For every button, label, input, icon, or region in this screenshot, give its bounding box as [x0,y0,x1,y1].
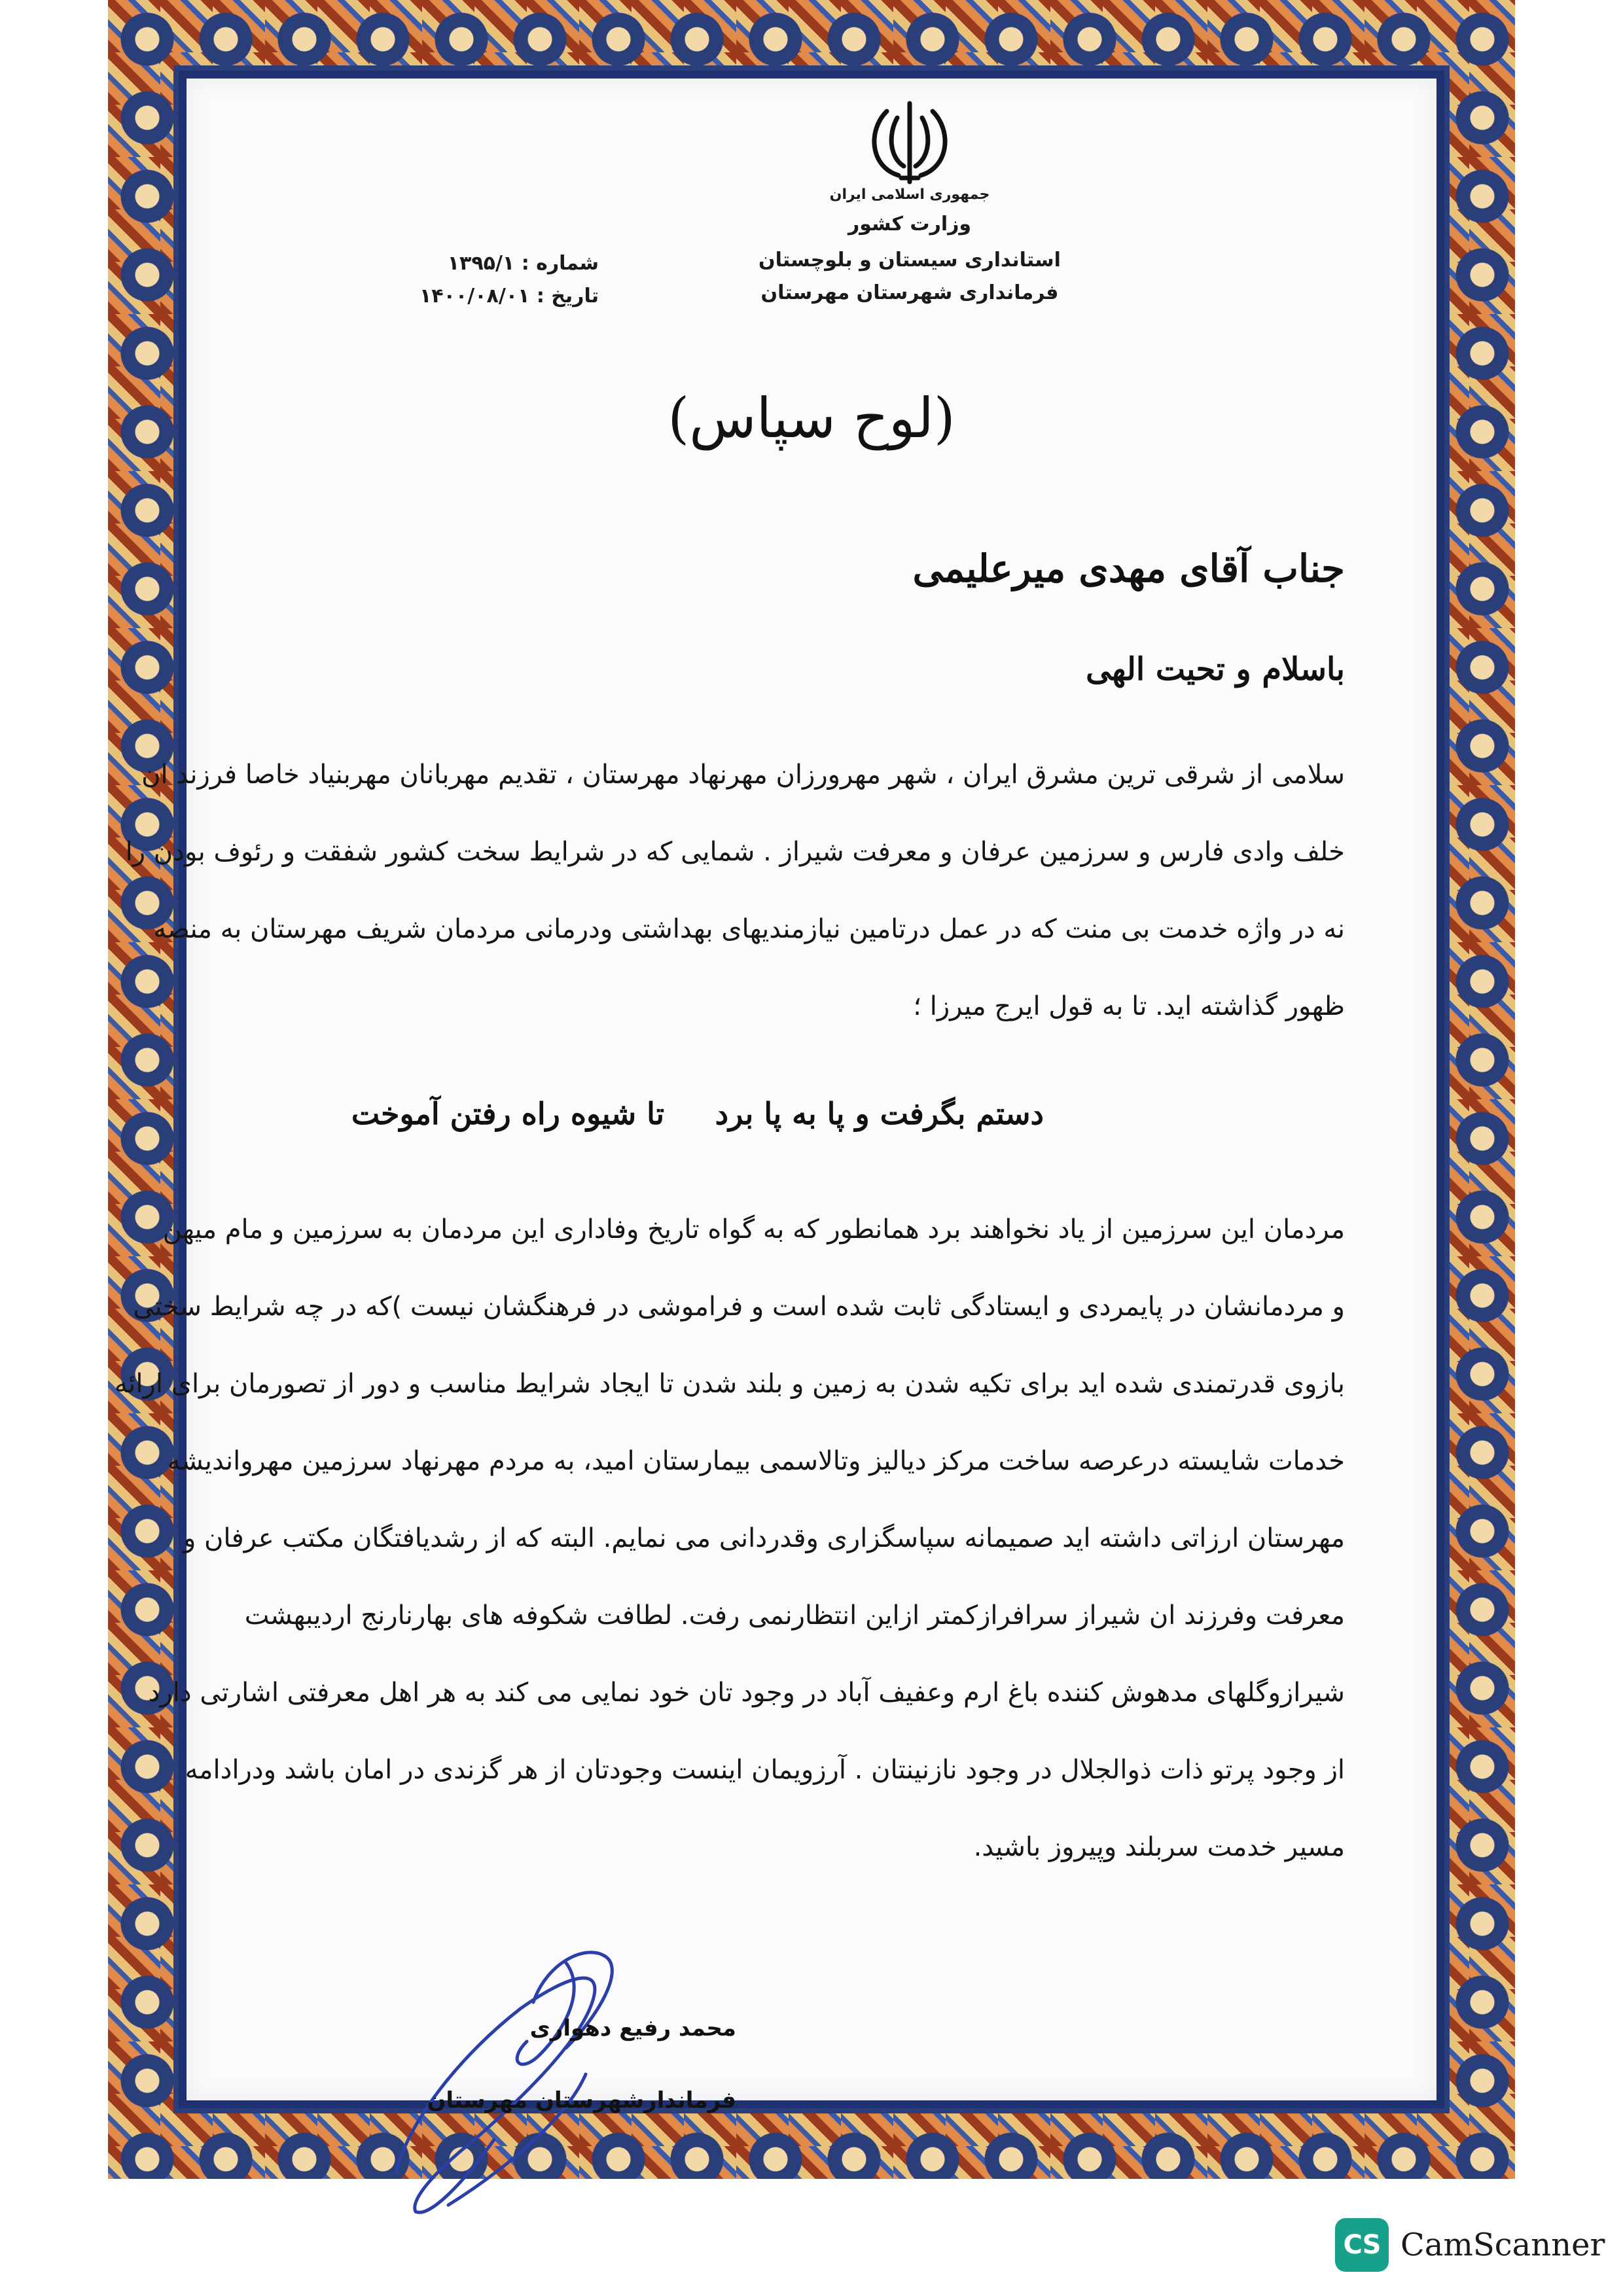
body-paragraph-2 [114,1191,1345,1886]
text-line: شیرازوگلهای مدهوش کننده باغ ارم وعفیف آباد در وجود تان خود نمایی می کند به هر اهل معرفتی اشارتی دارد [148,1678,1345,1708]
body-paragraph-1 [125,736,1345,1045]
signer-title: فرماندارشهرستان مهرستان [427,2087,736,2113]
camscanner-name: CamScanner [1400,2227,1605,2263]
decorative-frame [108,0,1515,2179]
county-name: فرمانداری شهرستان مهرستان [760,281,1059,304]
text-line: معرفت وفرزند ان شیراز سرافرازکمتر ازاین انتظارنمی رفت. لطافت شکوفه های بهارنارنج اردیبهشت [244,1600,1345,1631]
text-line: از وجود پرتو ذات ذوالجلال در وجود نازنینتان . آرزویمان اینست وجودتان از هر گزندی در امان باشد ودرادامه [185,1755,1345,1785]
certificate-paper [114,79,1436,2113]
iran-emblem-icon [861,98,959,190]
text-line: ظهور گذاشته اید. تا به قول ایرج میرزا ؛ [913,991,1345,1021]
ministry-name: وزارت کشور [847,213,972,236]
number-label: شماره : [521,252,599,275]
text-line: نه در واژه خدمت بی منت که در عمل درتامین نیازمندیهای بهداشتی ودرمانی مردمان شریف مهرستان به منصه [153,914,1345,944]
republic-name: جمهوری اسلامی ایران [829,186,990,203]
camscanner-badge [1335,2218,1605,2272]
text-line: بازوی قدرتمندی شده اید برای تکیه شدن به زمین و بلند شدن تا ایجاد شرایط مناسب و دور از تصورمان برای ارائه [114,1369,1345,1399]
text-line: مهرستان ارزاتی داشته اید صمیمانه سپاسگزاری وقدردانی می نمایم. البته که از رشدیافتگان مکتب عرفان و [183,1523,1345,1553]
date-value: ۱۴۰۰/۰۸/۰۱ [419,285,530,308]
certificate-title: (لوح سپاس) [668,386,955,450]
recipient-name: جناب آقای مهدی میرعلیمی [912,546,1345,591]
poem-hemistich-2: تا شیوه راه رفتن آموخت [351,1096,664,1131]
letter-date [419,285,599,308]
text-line: سلامی از شرقی ترین مشرق ایران ، شهر مهرورزان مهرنهاد مهرستان ، تقدیم مهربانان مهربنیاد خاصا فرزند ان [141,760,1345,790]
handwritten-signature [370,1924,736,2225]
province-name: استانداری سیستان و بلوچستان [758,249,1061,272]
camscanner-logo-icon: CS [1335,2218,1389,2272]
greeting: باسلام و تحیت الهی [1086,651,1345,688]
signer-name: محمد رفیع دهواری [529,2015,736,2041]
poem-hemistich-1: دستم بگرفت و پا به پا برد [715,1096,1044,1131]
letter-number [448,252,599,275]
text-line: مسیر خدمت سربلند وپیروز باشید. [973,1832,1345,1862]
text-line: خدمات شایسته درعرصه ساخت مرکز دیالیز وتالاسمی بیمارستان امید، به مردم مهرنهاد سرزمین مهرواندیشه [167,1446,1345,1476]
date-label: تاریخ : [536,285,599,308]
text-line: مردمان این سرزمین از یاد نخواهند برد همانطور که به گواه تاریخ وفاداری این مردمان به سرزمین و مام میهن [162,1214,1345,1245]
text-line: و مردمانشان در پایمردی و ایستادگی ثابت شده است و فراموشی در فرهنگشان نیست )که در چه شرایط سختی [133,1292,1345,1322]
number-value: ۱۳۹۵/۱ [447,252,515,275]
text-line: خلف وادی فارس و سرزمین عرفان و معرفت شیراز . شمایی که در شرایط سخت کشور شفقت و رئوف بودن را [125,837,1345,867]
